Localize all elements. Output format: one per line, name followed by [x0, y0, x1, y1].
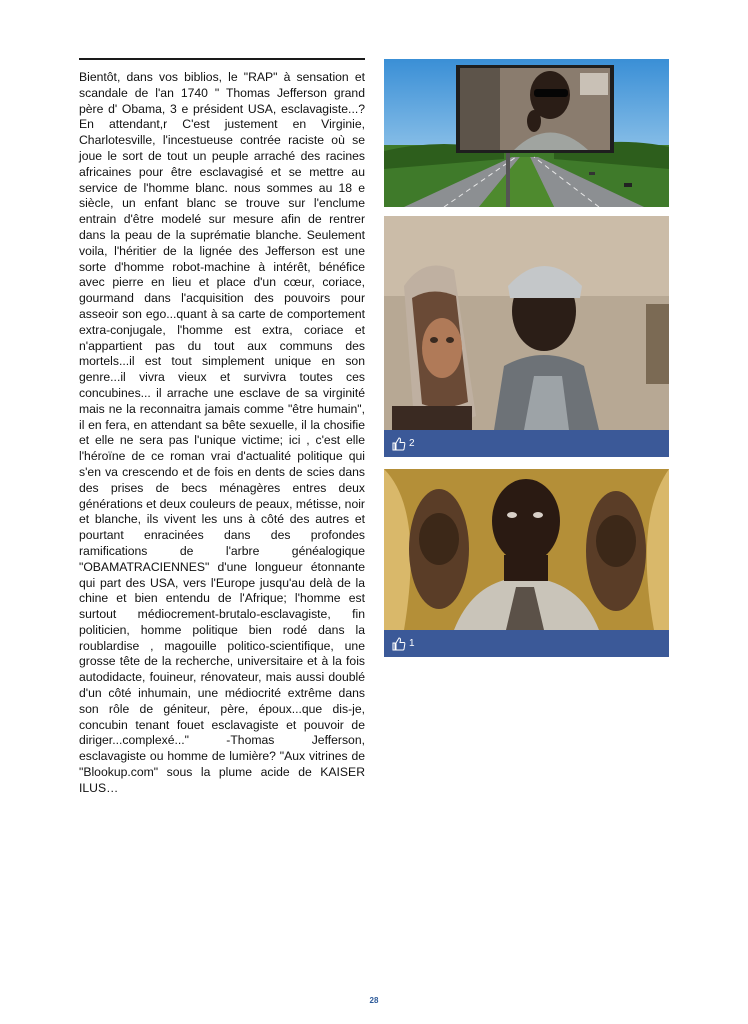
like-count: 1	[409, 638, 415, 649]
photo-man-with-masks[interactable]	[384, 469, 669, 630]
photo-man-with-book[interactable]	[384, 216, 669, 430]
article-text: Bientôt, dans vos biblios, le "RAP" à sensation et scandale de l'an 1740 " Thomas Jefferson grand père d' Obama, 3 e président USA, esclavagiste...? En attendant,r C'est justement en Virginie, Charlotesville, l'incestueuse contrée raciste où se joue le sort de tout un peuple arraché des racines africaines pour être esclavagisé et se mettre au service de l'homme blanc. nous sommes au 18 e siècle, un enfant blanc se trouve sur l'enclume entrain d'être modelé sur mesure afin de rentrer dans la peau de la suprématie blanche. Seulement voila, l'héritier de la lignée des Jefferson est une sorte d'homme robot-machine à intérêt, bénéfice avec pierre en lieu et place d'un cœur, coriace, gourmand dans l'acquisition des pouvoirs pour asseoir son ego...quant à sa carte de comportement extra-conjugale, l'homme est extra, coriace et n'appartient pas du tout aux communs des mortels...il est tout simplement unique en son genre...il vivra vieux et survivra toutes ces concubines... il arrache une esclave de sa virginité mais ne la reconnaitra jamais comme "être humain", il en fera, en attendant sa bête sexuelle, il la chosifie et elle ne sera pas l'unique victime; ici , c'est elle l'héroïne de ce roman vrai d'actualité politique qui s'en va crescendo et de fois en dents de scies dans des prises de becs ménagères entres deux générations et deux couleurs de peaux, métisse, noir et blanche, ils vivent les uns à côté des autres et pourtant enracinées dans des profondes ramifications de l'arbre généalogique "OBAMATRACIENNES" d'une longueur étonnante qui part des USA, vers l'Europe jusqu'au delà de la chine et bien entendu de l'Afrique; l'homme est surtout médiocrement-brutalo-esclavagiste, fin politicien, homme politique bien rodé dans la roublardise , magouille politico-scientifique, une grosse tête de la recherche, universitaire et à la fois autodidacte, fouineur, rénovateur, mais aussi doublé d'un côté inhumain, une médiocrité extrême dans son rôle de géniteur, père, époux...que dis-je, concubin tenant fouet esclavagiste et pouvoir de diriger...complexé..." -Thomas Jefferson, esclavagiste ou homme de lumière? "Aux vitrines de "Blookup.com" sous la plume acide de KAISER ILUS…	[79, 70, 365, 795]
page-number: 28	[369, 996, 379, 1005]
thumbs-up-icon[interactable]	[392, 437, 406, 451]
photo-billboard-highway[interactable]	[384, 59, 669, 207]
like-count: 2	[409, 438, 415, 449]
top-rule	[79, 58, 365, 60]
like-bar[interactable]	[384, 430, 669, 457]
thumbs-up-icon[interactable]	[392, 637, 406, 651]
like-bar[interactable]	[384, 630, 669, 657]
